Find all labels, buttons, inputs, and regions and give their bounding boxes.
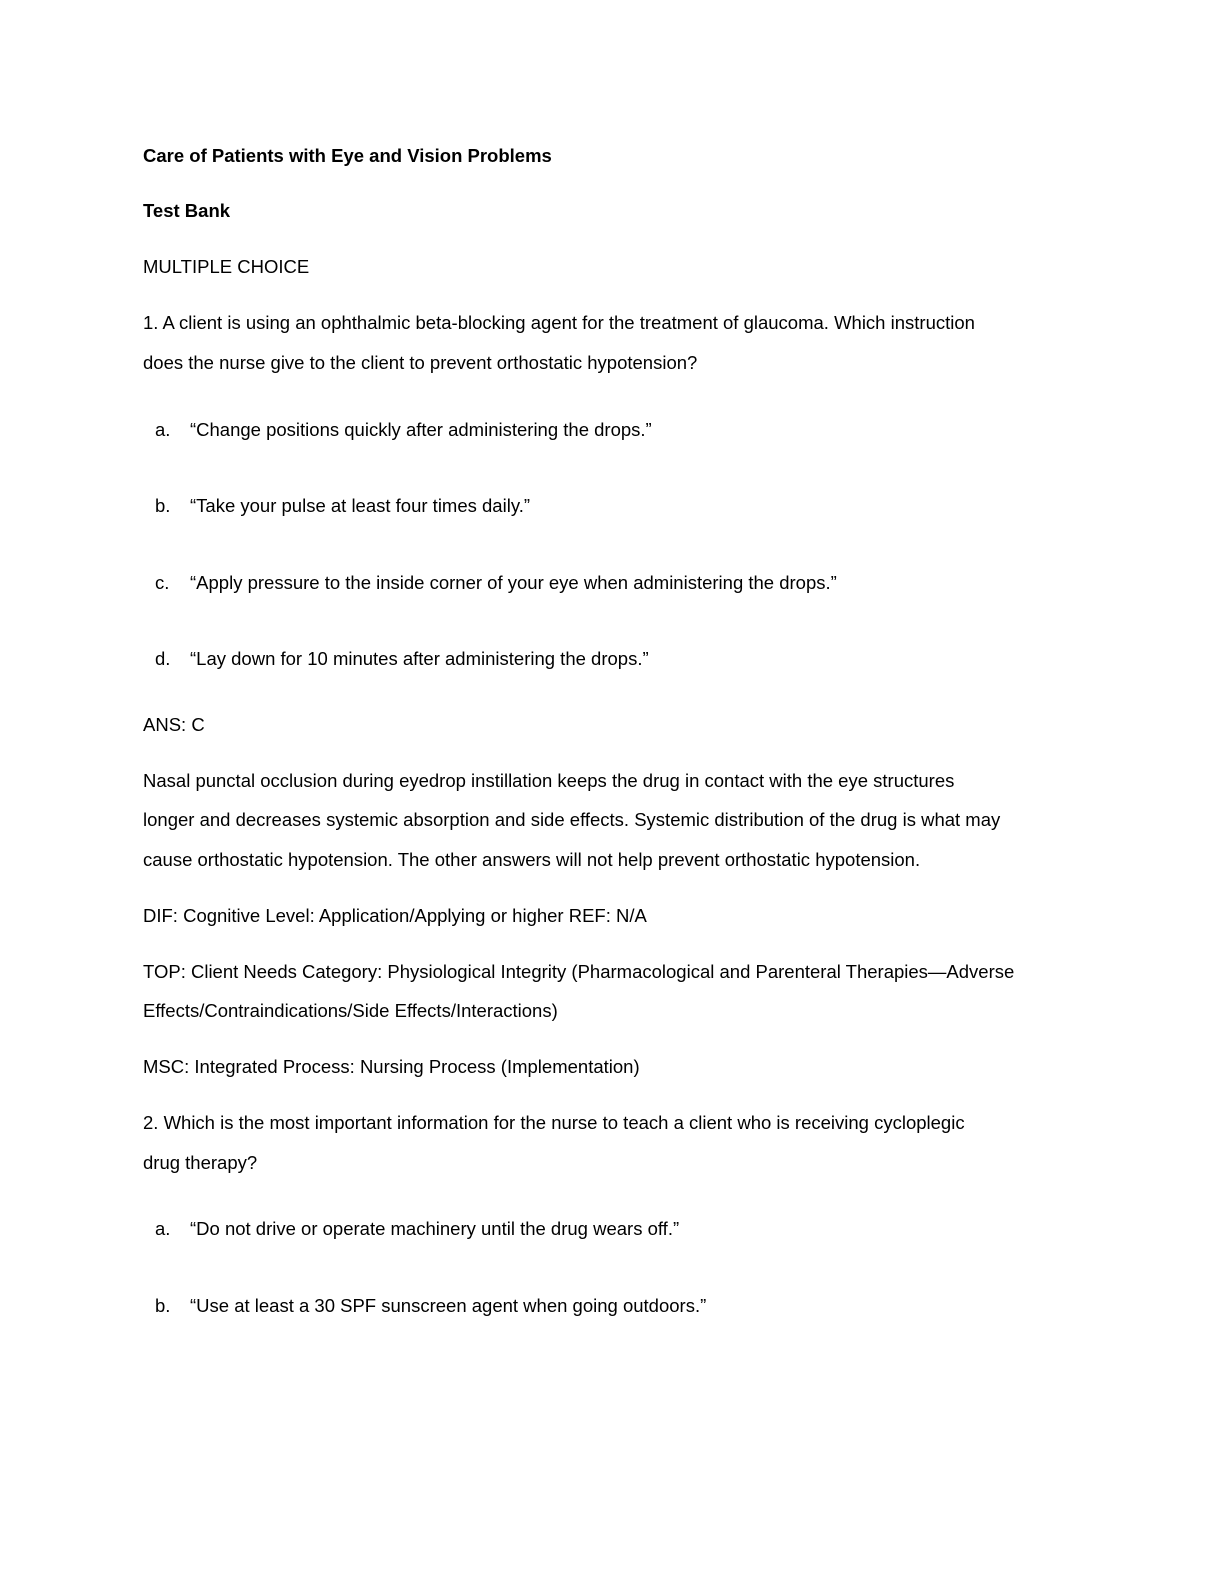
document-subtitle: Test Bank [143,200,231,221]
section-heading: MULTIPLE CHOICE [143,256,310,277]
topic-line: TOP: Client Needs Category: Physiological Integrity (Pharmacological and Parenteral Therapies—Adverse [143,961,1015,982]
document-title: Care of Patients with Eye and Vision Problems [143,145,552,166]
option-text: “Apply pressure to the inside corner of your eye when administering the drops.” [190,572,837,593]
option-letter: a. [155,1218,171,1239]
question-stem-line: 2. Which is the most important information for the nurse to teach a client who is receiving cycloplegic [143,1112,965,1133]
option-letter: b. [155,1295,171,1316]
answer-key: ANS: C [143,714,205,735]
rationale-line: Nasal punctal occlusion during eyedrop instillation keeps the drug in contact with the eye structures [143,770,955,791]
topic-line: Effects/Contraindications/Side Effects/Interactions) [143,1000,558,1021]
question-stem-line: drug therapy? [143,1152,258,1173]
option-letter: d. [155,648,171,669]
rationale-line: cause orthostatic hypotension. The other answers will not help prevent orthostatic hypotension. [143,849,921,870]
option-text: “Do not drive or operate machinery until the drug wears off.” [190,1218,680,1239]
msc-line: MSC: Integrated Process: Nursing Process (Implementation) [143,1056,640,1077]
rationale-line: longer and decreases systemic absorption and side effects. Systemic distribution of the drug is what may [143,809,1001,830]
difficulty-line: DIF: Cognitive Level: Application/Applying or higher REF: N/A [143,905,647,926]
option-text: “Take your pulse at least four times daily.” [190,495,530,516]
option-letter: a. [155,419,171,440]
option-letter: b. [155,495,171,516]
question-stem-line: 1. A client is using an ophthalmic beta-blocking agent for the treatment of glaucoma. Which instruction [143,312,975,333]
question-stem-line: does the nurse give to the client to prevent orthostatic hypotension? [143,352,698,373]
option-text: “Change positions quickly after administering the drops.” [190,419,652,440]
option-text: “Use at least a 30 SPF sunscreen agent when going outdoors.” [190,1295,707,1316]
option-letter: c. [155,572,170,593]
option-text: “Lay down for 10 minutes after administering the drops.” [190,648,649,669]
